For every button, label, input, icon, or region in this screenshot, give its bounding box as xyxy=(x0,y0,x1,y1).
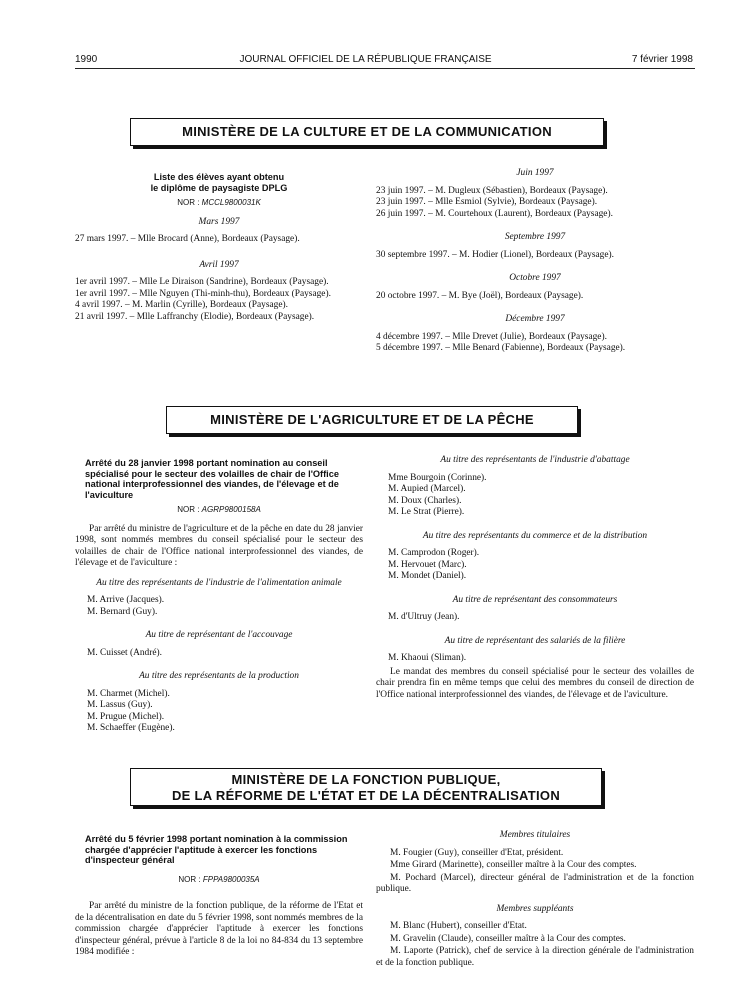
ministry-culture-heading: MINISTÈRE DE LA CULTURE ET DE LA COMMUNICATION xyxy=(130,118,604,146)
culture-nor-label: NOR : xyxy=(177,198,200,207)
list-item: 30 septembre 1997. – M. Hodier (Lionel), Bordeaux (Paysage). xyxy=(376,249,614,260)
culture-nor xyxy=(75,197,363,209)
list-item: M. Pochard (Marcel), directeur général de l'administration et de la fonction publique. xyxy=(376,872,694,894)
list-item: M. Cuisset (André). xyxy=(87,647,162,658)
culture-nor-code: MCCL9800031K xyxy=(201,198,261,207)
group-heading-salaries: Au titre de représentant des salariés de la filière xyxy=(444,635,626,646)
month-heading-decembre: Décembre 1997 xyxy=(505,314,565,324)
agriculture-title: Arrêté du 28 janvier 1998 portant nomination au conseil spécialisé pour le secteur des volailles de chair de l'Office national interprofessionnel des viandes, de l'élevage et de l'aviculture xyxy=(85,458,339,500)
list-item: M. d'Ultruy (Jean). xyxy=(388,612,460,622)
list-item: M. Blanc (Hubert), conseiller d'Etat. xyxy=(390,921,527,931)
culture-title-1: Liste des élèves ayant obtenu xyxy=(153,172,285,182)
list-item: M. Schaeffer (Eugène). xyxy=(87,723,175,733)
list-item: 23 juin 1997. – Mlle Esmiol (Sylvie), Bordeaux (Paysage). xyxy=(376,197,598,207)
month-heading-mars: Mars 1997 xyxy=(198,216,240,227)
issue-date: 7 février 1998 xyxy=(631,54,693,65)
list-item: M. Arrive (Jacques). xyxy=(87,595,165,605)
group-heading-accouvage: Au titre de représentant de l'accouvage xyxy=(145,630,293,640)
group-heading-commerce: Au titre des représentants du commerce et de la distribution xyxy=(422,530,648,541)
fonction-publique-nor xyxy=(75,874,363,886)
group-heading-abattage: Au titre des représentants de l'industrie d'abattage xyxy=(440,455,630,465)
list-item: 5 décembre 1997. – Mlle Benard (Fabienne), Bordeaux (Paysage). xyxy=(376,343,626,353)
list-item: 1er avril 1997. – Mlle Nguyen (Thi-minh-thu), Bordeaux (Paysage). xyxy=(75,288,331,299)
fonction-publique-nor-label: NOR : xyxy=(178,874,201,884)
agriculture-nor xyxy=(75,504,363,516)
list-item: M. Mondet (Daniel). xyxy=(388,571,467,581)
list-item: M. Hervouet (Marc). xyxy=(388,559,467,570)
fonction-publique-right-column xyxy=(376,830,694,970)
list-item: 27 mars 1997. – Mlle Brocard (Anne), Bordeaux (Paysage). xyxy=(75,234,300,244)
list-item: Mme Girard (Marinette), conseiller maître à la Cour des comptes. xyxy=(390,860,637,870)
group-heading-production: Au titre des représentants de la production xyxy=(139,671,299,681)
agriculture-nor-code: AGRP9800158A xyxy=(201,505,261,514)
agriculture-closing: Le mandat des membres du conseil spécialisé pour le secteur des volailles de chair prendra fin en même temps que celui des membres du conseil de direction de l'Office national interprofessionnel des viandes, de l'élevage et de l'aviculture. xyxy=(376,666,694,700)
list-item: M. Lassus (Guy). xyxy=(87,700,153,710)
list-item: M. Fougier (Guy), conseiller d'Etat, président. xyxy=(390,847,564,858)
culture-left-column xyxy=(75,172,363,323)
header-rule xyxy=(75,68,695,69)
month-heading-avril: Avril 1997 xyxy=(199,259,239,270)
list-item: M. Gravelin (Claude), conseiller maître à la Cour des comptes. xyxy=(390,933,626,944)
list-item: 23 juin 1997. – M. Dugleux (Sébastien), Bordeaux (Paysage). xyxy=(376,185,608,196)
month-heading-septembre: Septembre 1997 xyxy=(504,232,566,242)
list-item: 21 avril 1997. – Mlle Laffranchy (Elodie), Bordeaux (Paysage). xyxy=(75,311,315,322)
ministry-agriculture-heading: MINISTÈRE DE L'AGRICULTURE ET DE LA PÊCHE xyxy=(166,406,578,434)
fonction-publique-left-column xyxy=(75,834,363,965)
fonction-publique-title: Arrêté du 5 février 1998 portant nomination à la commission chargée d'apprécier l'aptitude à exercer les fonctions d'inspecteur général xyxy=(85,834,348,865)
page-number: 1990 xyxy=(75,54,98,65)
group-heading-alimentation: Au titre des représentants de l'industrie de l'alimentation animale xyxy=(96,577,342,588)
list-item: 20 octobre 1997. – M. Bye (Joël), Bordeaux (Paysage). xyxy=(376,290,584,301)
list-item: M. Laporte (Patrick), chef de service à la direction générale de l'administration et de la fonction publique. xyxy=(376,946,694,968)
ministry-fonction-publique-line-1: MINISTÈRE DE LA FONCTION PUBLIQUE, xyxy=(231,772,501,787)
agriculture-intro: Par arrêté du ministre de l'agriculture et de la pêche en date du 28 janvier 1998, sont nommés membres du conseil spécialisé pour le secteur des volailles de chair de l'Office national interprofessionnel des viandes, de l'élevage et de l'aviculture : xyxy=(75,523,363,568)
list-item: M. Le Strat (Pierre). xyxy=(388,507,465,517)
suppleants-heading: Membres suppléants xyxy=(496,903,574,914)
list-item: M. Khaoui (Sliman). xyxy=(388,653,467,663)
list-item: M. Camprodon (Roger). xyxy=(388,548,480,558)
list-item: M. Prugue (Michel). xyxy=(87,711,165,722)
month-heading-octobre: Octobre 1997 xyxy=(509,273,561,283)
agriculture-nor-label: NOR : xyxy=(177,505,200,514)
list-item: 1er avril 1997. – Mlle Le Diraison (Sandrine), Bordeaux (Paysage). xyxy=(75,277,329,287)
culture-title-2: le diplôme de paysagiste DPLG xyxy=(150,182,288,193)
ministry-fonction-publique-heading xyxy=(130,768,602,806)
titulaires-heading: Membres titulaires xyxy=(499,830,571,840)
list-item: 4 décembre 1997. – Mlle Drevet (Julie), Bordeaux (Paysage). xyxy=(376,331,607,342)
list-item: Mme Bourgoin (Corinne). xyxy=(388,472,487,483)
fonction-publique-nor-code: FPPA9800035A xyxy=(202,874,260,884)
fonction-publique-intro: Par arrêté du ministre de la fonction publique, de la réforme de l'Etat et de la décentralisation en date du 5 février 1998, sont nommés membres de la commission chargée d'apprécier l'aptitude à exercer les fonctions d'inspecteur général, prévue à l'article 8 de la loi no 84-834 du 13 septembre 1984 modifiée : xyxy=(75,901,363,957)
journal-title: JOURNAL OFFICIEL DE LA RÉPUBLIQUE FRANÇAISE xyxy=(239,54,492,65)
agriculture-right-column xyxy=(376,455,694,707)
list-item: 26 juin 1997. – M. Courtehoux (Laurent), Bordeaux (Paysage). xyxy=(376,208,613,219)
culture-right-column xyxy=(376,168,694,355)
list-item: M. Charmet (Michel). xyxy=(87,688,170,699)
group-heading-consommateurs: Au titre de représentant des consommateurs xyxy=(452,594,618,605)
list-item: M. Aupied (Marcel). xyxy=(388,484,466,494)
list-item: 4 avril 1997. – M. Marlin (Cyrille), Bordeaux (Paysage). xyxy=(75,300,288,310)
month-heading-juin: Juin 1997 xyxy=(516,168,554,178)
agriculture-left-column xyxy=(75,458,363,735)
list-item: M. Bernard (Guy). xyxy=(87,606,158,617)
list-item: M. Doux (Charles). xyxy=(388,495,462,506)
ministry-fonction-publique-line-2: DE LA RÉFORME DE L'ÉTAT ET DE LA DÉCENTRALISATION xyxy=(171,788,561,803)
